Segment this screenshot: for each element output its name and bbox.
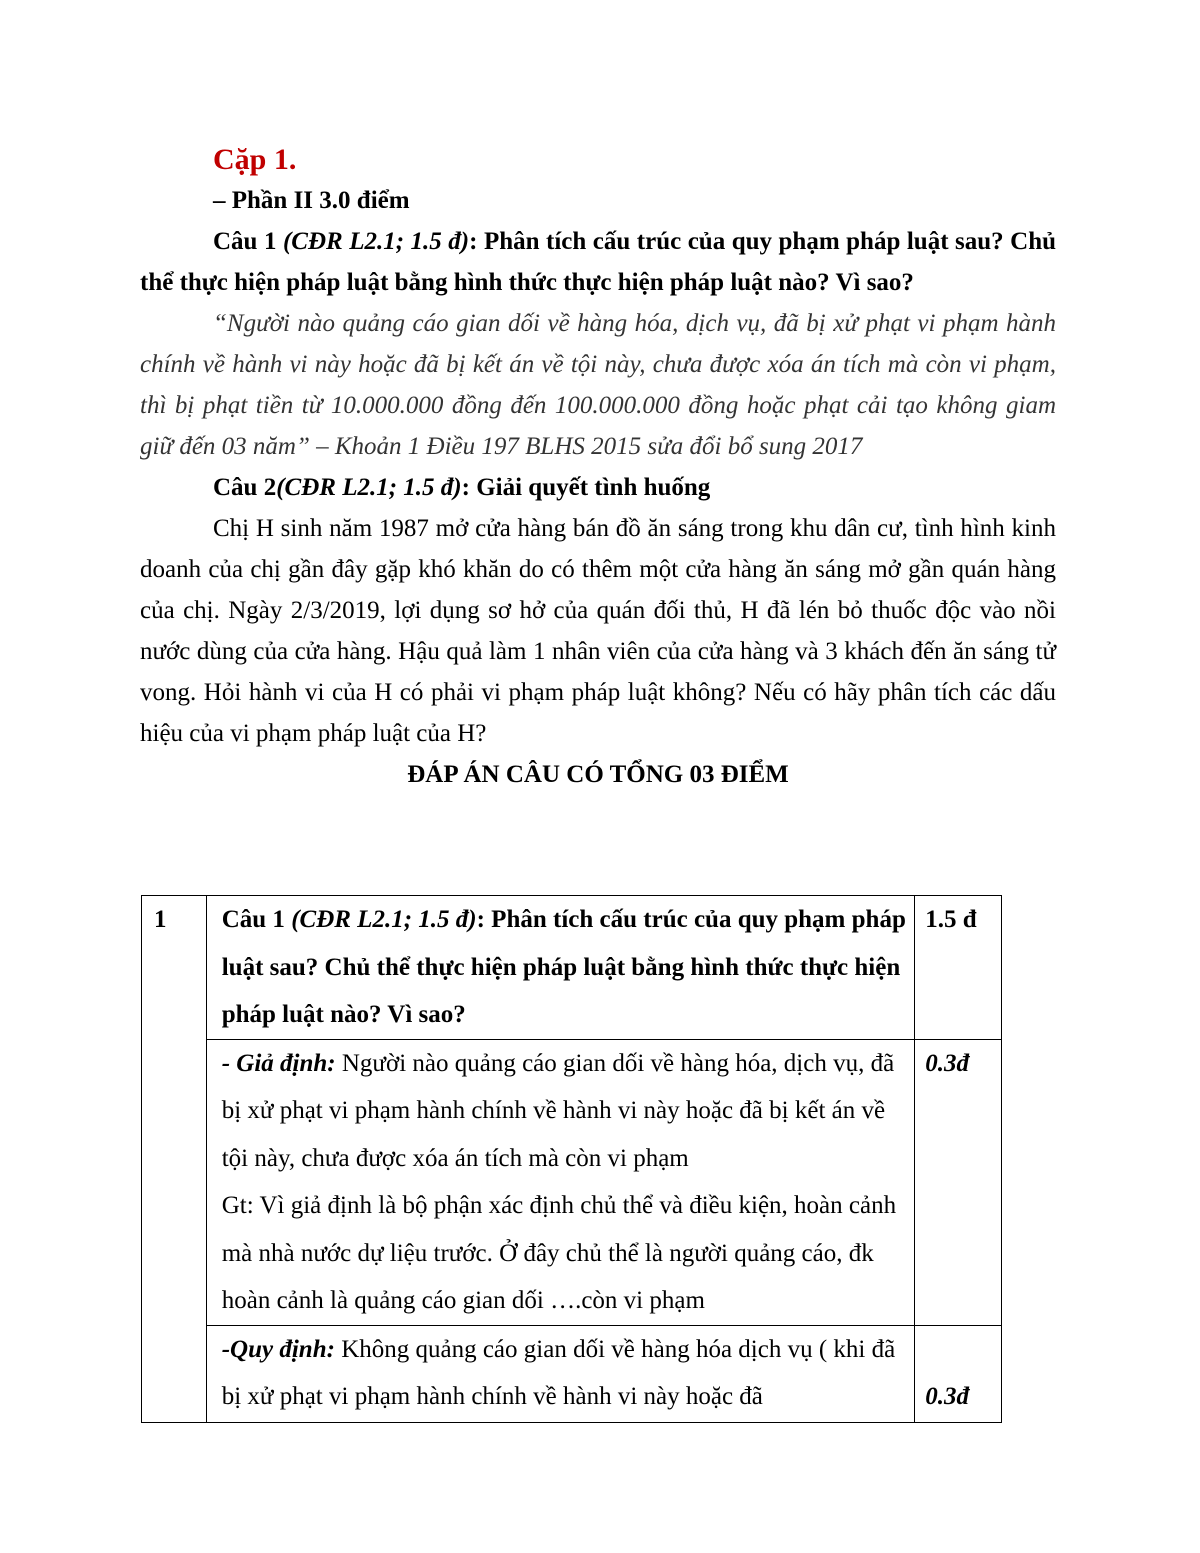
answer-table — [141, 895, 1002, 1423]
assumption-text: Người nào quảng cáo gian dối về hàng hóa, dịch vụ, đã bị xử phạt vi phạm hành chính về hành vi này hoặc đã bị kết án về tội này, chưa được xóa án tích mà còn vi phạm — [221, 1049, 895, 1172]
row-question-ref: (CĐR L2.1; 1.5 đ) — [291, 906, 477, 933]
pair-heading: Cặp 1. — [213, 143, 297, 176]
row-question — [206, 896, 914, 1040]
row-number: 1 — [142, 896, 207, 1423]
row-question-text: : Phân tích cấu trúc của quy phạm pháp luật sau? Chủ thể thực hiện pháp luật bằng hình thức thực hiện pháp luật nào? Vì sao? — [221, 906, 906, 1028]
answer-title: ĐÁP ÁN CÂU CÓ TỔNG 03 ĐIỂM — [407, 761, 789, 788]
row-score: 1.5 đ — [915, 896, 1002, 1040]
table-row — [142, 1039, 1002, 1325]
question-1-ref: (CĐR L2.1; 1.5 đ) — [282, 228, 470, 255]
table-row — [142, 896, 1002, 1040]
table-row — [142, 1325, 1002, 1422]
section-title: – Phần II 3.0 điểm — [213, 187, 410, 214]
regulation-score-value: 0.3đ — [925, 1382, 969, 1410]
question-1-text: : Phân tích cấu trúc của quy phạm pháp luật sau? Chủ thể thực hiện pháp luật bằng hình thức thực hiện pháp luật nào? Vì sao? — [140, 228, 1057, 296]
question-1 — [140, 221, 1056, 303]
question-2-label: Câu 2 — [213, 474, 277, 501]
question-2-ref: (CĐR L2.1; 1.5 đ) — [276, 474, 462, 501]
question-2-text: : Giải quyết tình huống — [461, 474, 711, 501]
legal-quote: “Người nào quảng cáo gian dối về hàng hóa, dịch vụ, đã bị xử phạt vi phạm hành chính về hành vi này hoặc đã bị kết án về tội này, chưa được xóa án tích mà còn vi phạm, thì bị phạt tiền từ 10.000.000 đồng đến 100.000.000 đồng hoặc phạt cải tạo không giam giữ đến 03 năm” – Khoản 1 Điều 197 BLHS 2015 sửa đổi bổ sung 2017 — [140, 310, 1056, 460]
regulation-label: -Quy định: — [221, 1335, 335, 1363]
assumption-label: - Giả định: — [221, 1049, 336, 1077]
row-question-label: Câu 1 — [221, 906, 292, 933]
scenario-paragraph: Chị H sinh năm 1987 mở cửa hàng bán đồ ăn sáng trong khu dân cư, tình hình kinh doanh của chị gần đây gặp khó khăn do có thêm một cửa hàng ăn sáng mở gần quán hàng của chị. Ngày 2/3/2019, lợi dụng sơ hở của quán đối thủ, H đã lén bỏ thuốc độc vào nồi nước dùng của cửa hàng. Hậu quả làm 1 nhân viên của cửa hàng và 3 khách đến ăn sáng tử vong. Hỏi hành vi của H có phải vi phạm pháp luật không? Nếu có hãy phân tích các dấu hiệu của vi phạm pháp luật của H? — [140, 515, 1056, 747]
row-assumption — [206, 1039, 914, 1325]
document-body — [140, 140, 1056, 795]
assumption-explain: Gt: Vì giả định là bộ phận xác định chủ thể và điều kiện, hoàn cảnh mà nhà nước dự liệu trước. Ở đây chủ thể là người quảng cáo, đk hoàn cảnh là quảng cáo gian dối ….còn vi phạm — [221, 1192, 897, 1314]
assumption-score: 0.3đ — [915, 1039, 1002, 1325]
regulation-text: Không quảng cáo gian dối về hàng hóa dịch vụ ( khi đã bị xử phạt vi phạm hành chính về hành vi này hoặc đã — [221, 1335, 896, 1410]
question-1-label: Câu 1 — [213, 228, 277, 255]
question-2 — [140, 467, 1056, 508]
row-regulation — [206, 1325, 914, 1422]
regulation-score — [915, 1325, 1002, 1422]
